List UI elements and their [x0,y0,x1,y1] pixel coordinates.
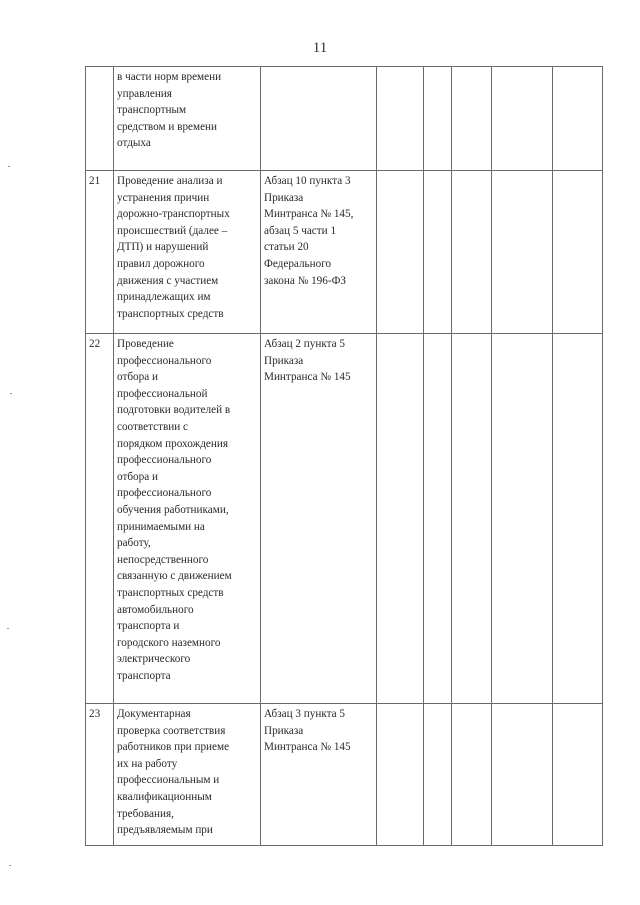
answer-yes-cell [377,171,424,334]
note-cell [492,171,553,334]
extra-cell [553,67,603,171]
extra-cell [553,704,603,846]
reference-cell [261,171,377,334]
page-number: 11 [312,40,328,56]
requirement-cell [114,67,261,171]
answer-yes-cell [377,67,424,171]
scan-speck [8,166,10,167]
requirement-text: Документарная проверка соответствия работников при приеме их на работу профессиональным и квалификационным требования, предъявляемым при [117,708,230,837]
row-number: 21 [86,171,114,334]
table-row [86,171,603,334]
row-number [86,67,114,171]
row-number: 22 [86,334,114,704]
answer-no-cell [424,67,452,171]
note-cell [492,704,553,846]
reference-cell [261,334,377,704]
reference-text: Абзац 2 пункта 5 Приказа Минтранса № 145 [264,338,351,384]
answer-na-cell [452,171,492,334]
reference-cell [261,704,377,846]
note-cell [492,334,553,704]
scan-speck [7,628,9,629]
answer-na-cell [452,67,492,171]
reference-cell [261,67,377,171]
answer-no-cell [424,334,452,704]
reference-text: Абзац 3 пункта 5 Приказа Минтранса № 145 [264,708,351,754]
table-row [86,67,603,171]
answer-na-cell [452,704,492,846]
requirement-text: Проведение профессионального отбора и профессиональной подготовки водителей в соответствии с порядком прохождения профессионального отбора и профессионального обучения работниками, принимаемыми на работу, непосредственного связанную с движением транспортных средств автомобильного транспорта и городского наземного электрического транспорта [117,338,232,682]
requirement-cell [114,334,261,704]
requirements-table [85,66,603,846]
answer-na-cell [452,334,492,704]
table-row [86,704,603,846]
scan-speck [10,393,12,394]
table-row [86,334,603,704]
requirement-cell [114,171,261,334]
extra-cell [553,171,603,334]
requirement-cell [114,704,261,846]
requirement-text: Проведение анализа и устранения причин дорожно-транспортных происшествий (далее – ДТП) и нарушений правил дорожного движения с участием принадлежащих им транспортных средств [117,175,230,320]
answer-yes-cell [377,334,424,704]
reference-text: Абзац 10 пункта 3 Приказа Минтранса № 145, абзац 5 части 1 статьи 20 Федерального закона № 196-ФЗ [264,175,354,287]
extra-cell [553,334,603,704]
answer-yes-cell [377,704,424,846]
scan-speck [9,865,11,866]
answer-no-cell [424,171,452,334]
note-cell [492,67,553,171]
row-number: 23 [86,704,114,846]
answer-no-cell [424,704,452,846]
requirement-text: в части норм времени управления транспортным средством и времени отдыха [117,71,222,150]
